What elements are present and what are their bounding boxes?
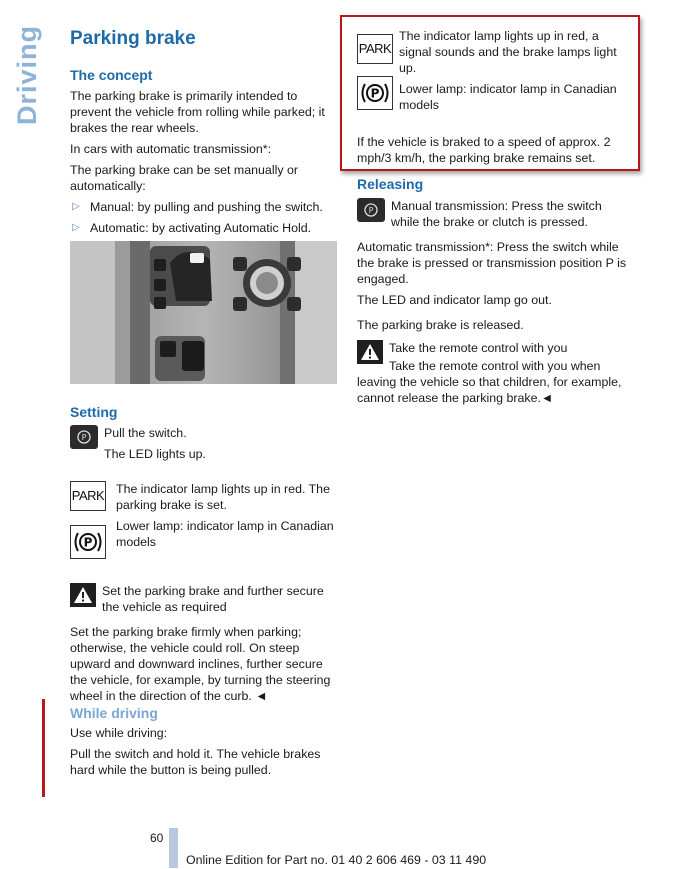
while-driving-paragraph-2: Pull the switch and hold it. The vehicle brakes hard while the button is being pulled. bbox=[70, 747, 321, 777]
circle-p-indicator-icon bbox=[70, 525, 106, 559]
left-column bbox=[70, 28, 338, 242]
concept-heading: The concept bbox=[70, 67, 153, 83]
side-section-title: Driving bbox=[12, 24, 42, 125]
right-box-content bbox=[357, 28, 629, 171]
parking-brake-switch-icon bbox=[70, 425, 98, 449]
svg-text:P: P bbox=[370, 86, 380, 101]
parking-brake-switch-photo bbox=[70, 241, 337, 384]
indicator-lamp-row bbox=[70, 481, 338, 559]
setting-section bbox=[70, 403, 338, 709]
footer-accent-bar bbox=[169, 828, 178, 868]
manual-transmission-row bbox=[357, 198, 629, 235]
remote-warning-title: Take the remote control with you bbox=[389, 341, 568, 355]
page-title: Parking brake bbox=[70, 28, 196, 49]
warning-icon bbox=[357, 340, 383, 364]
svg-text:P: P bbox=[83, 535, 93, 550]
footer-edition-text: Online Edition for Part no. 01 40 2 606 469 - 03 11 490 bbox=[186, 853, 487, 867]
warning-icon bbox=[70, 583, 96, 607]
automatic-transmission-text: Automatic transmission*: Press the switch while the brake is pressed or transmission position P is engaged. bbox=[357, 240, 627, 286]
pull-switch-text: Pull the switch. bbox=[104, 426, 187, 440]
setting-heading: Setting bbox=[70, 404, 118, 420]
parking-brake-switch-icon bbox=[357, 198, 385, 222]
triangle-bullet-icon: ▷ bbox=[72, 222, 80, 233]
right-indicator-row bbox=[357, 28, 629, 118]
warning-body: Set the parking brake firmly when parking; otherwise, the vehicle could roll. On steep upward and downward inclines, further secure the vehicle, for example, by turning the steering wheel in the direction of the curb. ◄ bbox=[70, 625, 331, 703]
led-text: The LED lights up. bbox=[104, 447, 206, 461]
list-item: ▷ Manual: by pulling and pushing the switch. bbox=[72, 200, 323, 214]
concept-paragraph-3: The parking brake can be set manually or automatically: bbox=[70, 163, 298, 193]
svg-text:P: P bbox=[368, 206, 374, 215]
change-marker-bar bbox=[42, 699, 45, 797]
concept-bullet-list bbox=[70, 199, 338, 236]
lower-lamp-text: Lower lamp: indicator lamp in Canadian models bbox=[116, 519, 334, 549]
concept-paragraph-2: In cars with automatic transmission*: bbox=[70, 142, 272, 156]
speed-text: If the vehicle is braked to a speed of approx. 2 mph/3 km/h, the parking brake remains set. bbox=[357, 135, 611, 165]
page-number: 60 bbox=[150, 831, 164, 845]
list-item: ▷ Automatic: by activating Automatic Hold. bbox=[72, 221, 312, 235]
remote-warning-body: Take the remote control with you when leaving the vehicle so that children, for example, cannot release the parking brake.◄ bbox=[357, 359, 622, 405]
park-indicator-icon: PARK bbox=[70, 481, 106, 511]
while-driving-paragraph-1: Use while driving: bbox=[70, 726, 168, 740]
svg-text:P: P bbox=[81, 433, 87, 442]
right-indicator-text: The indicator lamp lights up in red, a signal sounds and the brake lamps light up. bbox=[399, 29, 617, 75]
indicator-lamp-text: The indicator lamp lights up in red. The parking brake is set. bbox=[116, 482, 330, 512]
released-text: The parking brake is released. bbox=[357, 318, 524, 332]
while-driving-heading: While driving bbox=[70, 705, 158, 721]
concept-paragraph-1: The parking brake is primarily intended to prevent the vehicle from rolling while parked; it brakes the rear wheels. bbox=[70, 89, 325, 135]
releasing-heading: Releasing bbox=[357, 176, 424, 192]
right-lower-lamp-text: Lower lamp: indicator lamp in Canadian models bbox=[399, 82, 617, 112]
manual-transmission-text: Manual transmission: Press the switch while the brake or clutch is pressed. bbox=[391, 199, 602, 229]
releasing-section bbox=[357, 175, 629, 411]
warning-title: Set the parking brake and further secure the vehicle as required bbox=[102, 584, 324, 614]
led-out-text: The LED and indicator lamp go out. bbox=[357, 293, 552, 307]
center-console-image bbox=[70, 241, 337, 384]
while-driving-section bbox=[70, 704, 338, 783]
circle-p-indicator-icon bbox=[357, 76, 393, 110]
park-indicator-icon: PARK bbox=[357, 34, 393, 64]
triangle-bullet-icon: ▷ bbox=[72, 201, 80, 212]
pull-switch-row bbox=[70, 425, 338, 467]
warning-row bbox=[70, 583, 338, 620]
